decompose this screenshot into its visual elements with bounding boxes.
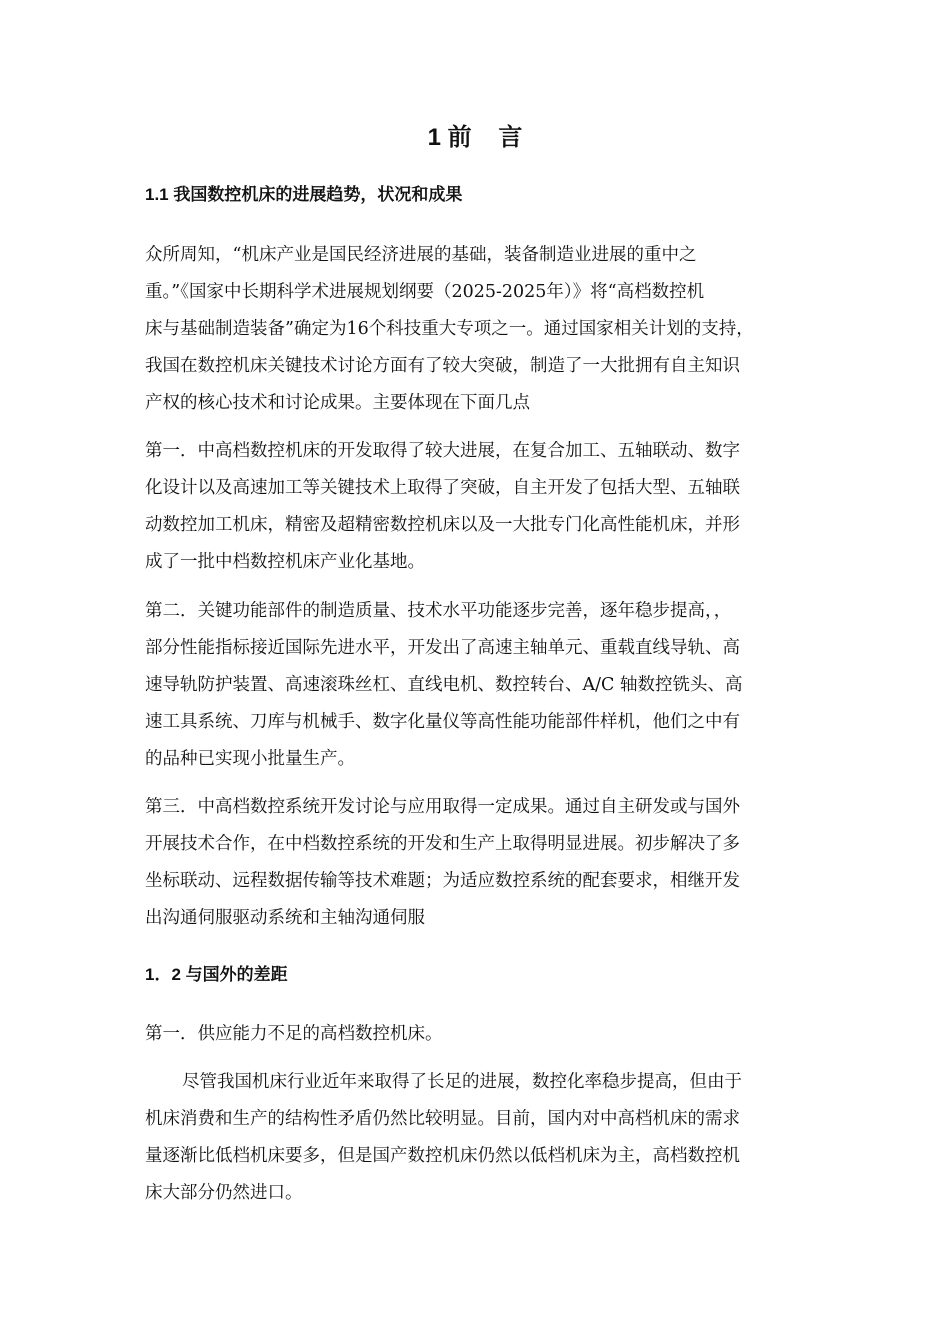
text-line: 第二．关键功能部件的制造质量、技术水平功能逐步完善，逐年稳步提高，， — [145, 601, 732, 621]
text-line: 速工具系统、刀库与机械手、数字化量仪等高性能功能部件样机，他们之中有 — [145, 712, 740, 732]
text-line: 机床消费和生产的结构性矛盾仍然比较明显。目前，国内对中高档机床的需求 — [145, 1109, 740, 1129]
text-line: 化设计以及高速加工等关键技术上取得了突破，自主开发了包括大型、五轴联 — [145, 478, 740, 498]
text-line: 第三．中高档数控系统开发讨论与应用取得一定成果。通过自主研发或与国外 — [145, 797, 740, 817]
text-line: 出沟通伺服驱动系统和主轴沟通伺服 — [145, 908, 425, 928]
text-line: 产权的核心技术和讨论成果。主要体现在下面几点 — [145, 393, 530, 413]
text-line: 坐标联动、远程数据传输等技术难题；为适应数控系统的配套要求，相继开发 — [145, 871, 740, 891]
text-line: 量逐渐比低档机床要多，但是国产数控机床仍然以低档机床为主，高档数控机 — [145, 1146, 740, 1166]
paragraph-point-2 — [145, 593, 810, 778]
text-line: 床与基础制造装备”确定为16个科技重大专项之一。通过国家相关计划的支持， — [145, 319, 754, 339]
section-heading-1-2: 1．2 与国外的差距 — [145, 965, 288, 984]
section-heading-1-1: 1.1 我国数控机床的进展趋势，状况和成果 — [145, 185, 463, 204]
text-line: 动数控加工机床，精密及超精密数控机床以及一大批专门化高性能机床，并形 — [145, 515, 740, 535]
text-line: 速导轨防护装置、高速滚珠丝杠、直线电机、数控转台、A/C 轴数控铣头、高 — [145, 675, 743, 695]
text-line: 我国在数控机床关键技术讨论方面有了较大突破，制造了一大批拥有自主知识 — [145, 356, 740, 376]
paragraph-gap-item-1 — [145, 1016, 810, 1053]
text-line: 开展技术合作，在中档数控系统的开发和生产上取得明显进展。初步解决了多 — [145, 834, 740, 854]
text-line: 第一．中高档数控机床的开发取得了较大进展，在复合加工、五轴联动、数字 — [145, 441, 740, 461]
text-line: 床大部分仍然进口。 — [145, 1183, 303, 1203]
paragraph-intro — [145, 237, 810, 422]
text-line: 成了一批中档数控机床产业化基地。 — [145, 552, 425, 572]
text-line: 部分性能指标接近国际先进水平，开发出了高速主轴单元、重载直线导轨、高 — [145, 638, 740, 658]
text-line: 尽管我国机床行业近年来取得了长足的进展，数控化率稳步提高，但由于 — [182, 1072, 742, 1092]
paragraph-gap-detail — [145, 1064, 810, 1212]
text-line: 第一．供应能力不足的高档数控机床。 — [145, 1024, 443, 1044]
paragraph-point-1 — [145, 433, 810, 581]
text-line: 重。”《国家中长期科学术进展规划纲要（2025-2025年）》将“高档数控机 — [145, 282, 705, 302]
text-line: 的品种已实现小批量生产。 — [145, 749, 355, 769]
paragraph-point-3 — [145, 789, 810, 937]
chapter-title: 1 前 言 — [427, 124, 523, 151]
text-line: 众所周知，“机床产业是国民经济进展的基础，装备制造业进展的重中之 — [145, 245, 697, 265]
